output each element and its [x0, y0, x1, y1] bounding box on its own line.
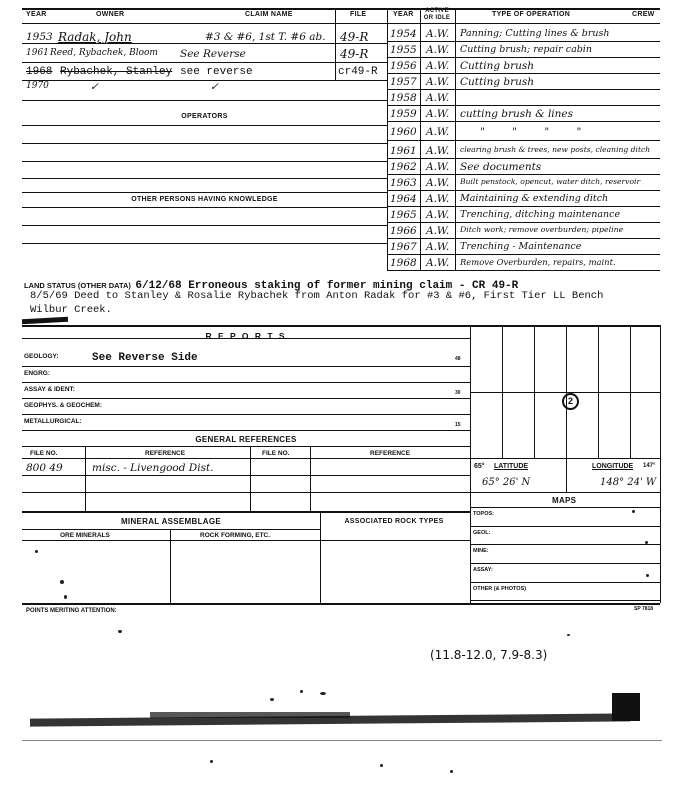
op-status: A.W. — [426, 161, 450, 173]
header-active-idle: ACTIVE OR IDLE — [423, 8, 451, 21]
op-year: 1955 — [390, 44, 417, 56]
op-type: " " " " — [480, 126, 594, 138]
header-year2: YEAR — [393, 11, 414, 18]
header-year: YEAR — [26, 11, 47, 18]
op-status: A.W. — [426, 209, 450, 221]
maps-topos: TOPOS: — [473, 511, 494, 517]
op-year: 1966 — [390, 225, 417, 237]
op-status: A.W. — [426, 92, 450, 104]
geophys-label: GEOPHYS. & GEOCHEM: — [24, 402, 103, 409]
land-status-label: LAND STATUS (OTHER DATA) — [24, 281, 131, 290]
other-persons-heading: OTHER PERSONS HAVING KNOWLEDGE — [131, 196, 278, 203]
op-type: Panning; Cutting lines & brush — [460, 28, 610, 39]
header-type-of-operation: TYPE OF OPERATION — [492, 11, 571, 18]
header-file: FILE — [350, 11, 367, 18]
op-year: 1958 — [390, 92, 417, 104]
owner-year: 1961 — [26, 48, 49, 58]
lon-value: 148° 24' W — [600, 477, 657, 488]
points-label: POINTS MERITING ATTENTION: — [26, 608, 117, 614]
maps-heading: MAPS — [552, 496, 577, 505]
op-status: A.W. — [426, 257, 450, 269]
owner-claim: See Reverse — [180, 48, 246, 60]
longitude-label: LONGITUDE — [592, 463, 634, 470]
maps-assay: ASSAY: — [473, 567, 493, 573]
owner-year: 1970 — [26, 81, 49, 91]
op-status: A.W. — [426, 225, 450, 237]
op-status: A.W. — [426, 193, 450, 205]
maps-other: OTHER (& PHOTOS) — [473, 586, 527, 592]
owner-year: 1953 — [26, 31, 53, 43]
owner-claim: #3 & #6, 1st T. #6 ab. — [205, 31, 326, 43]
geology-value: See Reverse Side — [92, 352, 198, 364]
geology-label: GEOLOGY: — [24, 353, 59, 360]
ore-minerals-label: ORE MINERALS — [60, 532, 110, 539]
op-status: A.W. — [426, 241, 450, 253]
col-file-no-2: FILE NO. — [262, 450, 290, 457]
owner-name: Rybachek, Stanley — [60, 66, 173, 78]
op-type: cutting brush & lines — [460, 108, 574, 120]
ref-reference: misc. - Livengood Dist. — [92, 462, 214, 474]
assay-label: ASSAY & IDENT: — [24, 386, 75, 393]
op-status: A.W. — [426, 145, 450, 157]
op-status: A.W. — [426, 108, 450, 120]
owner-file: cr49-R — [338, 66, 378, 78]
op-year: 1956 — [390, 60, 417, 72]
operators-heading: OPERATORS — [181, 113, 228, 120]
op-type: See documents — [460, 161, 542, 173]
op-status: A.W. — [426, 177, 450, 189]
header-claim-name: CLAIM NAME — [245, 11, 293, 18]
ref-file-no: 800 49 — [26, 462, 63, 474]
maps-mine: MINE: — [473, 548, 489, 554]
lat-prefix: 65° — [474, 463, 485, 470]
col-reference: REFERENCE — [145, 450, 186, 457]
col-file-no: FILE NO. — [30, 450, 58, 457]
engrg-label: ENGRG: — [24, 370, 50, 377]
land-status-line1: 6/12/68 Erroneous staking of former mining claim - CR 49-R — [135, 280, 519, 292]
op-type: Ditch work; remove overburden; pipeline — [460, 225, 624, 234]
land-status-line2: 8/5/69 Deed to Stanley & Rosalie Rybachek from Anton Radak for #3 & #6, First Tier LL Bench — [30, 290, 604, 302]
op-status: A.W. — [426, 28, 450, 40]
op-status: A.W. — [426, 44, 450, 56]
op-type: clearing brush & trees, new posts, cleaning ditch — [460, 145, 651, 154]
op-year: 1967 — [390, 241, 417, 253]
owner-year: 1968 — [26, 66, 53, 78]
op-year: 1963 — [390, 177, 417, 189]
op-type: Cutting brush; repair cabin — [460, 44, 592, 55]
op-type: Built penstock, opencut, water ditch, reservoir — [460, 177, 641, 186]
op-year: 1968 — [390, 257, 417, 269]
op-status: A.W. — [426, 76, 450, 88]
margin-15: 15 — [455, 422, 461, 428]
form-number: SP 7818 — [634, 606, 654, 612]
grid-note: (11.8-12.0, 7.9-8.3) — [430, 648, 548, 662]
associated-rock-types-heading: ASSOCIATED ROCK TYPES — [344, 518, 444, 525]
op-year: 1961 — [390, 145, 417, 157]
land-status-line3: Wilbur Creek. — [30, 304, 112, 316]
maps-geol: GEOL: — [473, 530, 491, 536]
op-type: Trenching - Maintenance — [460, 241, 582, 252]
op-year: 1964 — [390, 193, 417, 205]
metallurgical-label: METALLURGICAL: — [24, 418, 82, 425]
reports-heading: R E P O R T S — [205, 331, 287, 341]
owner-check: ✓ — [210, 81, 219, 93]
lat-value: 65° 26' N — [482, 477, 531, 488]
op-type: Remove Overburden, repairs, maint. — [460, 257, 616, 267]
op-year: 1959 — [390, 108, 417, 120]
margin-30: 30 — [455, 390, 461, 396]
op-year: 1957 — [390, 76, 417, 88]
owner-file: 49-R — [340, 30, 369, 44]
op-type: Maintaining & extending ditch — [460, 193, 609, 204]
col-reference-2: REFERENCE — [370, 450, 411, 457]
op-year: 1954 — [390, 28, 417, 40]
margin-48: 48 — [455, 356, 461, 362]
op-type: Cutting brush — [460, 60, 535, 72]
op-status: A.W. — [426, 126, 450, 138]
op-type: Trenching, ditching maintenance — [460, 209, 621, 220]
header-crew: CREW — [632, 11, 655, 18]
general-references-heading: GENERAL REFERENCES — [195, 435, 297, 444]
header-owner: OWNER — [96, 11, 125, 18]
circle-mark: 2 — [562, 393, 579, 410]
op-type: Cutting brush — [460, 76, 535, 88]
owner-name: Reed, Rybachek, Bloom — [50, 48, 158, 58]
owner-name: Radak, John — [58, 30, 132, 44]
mineral-assemblage-heading: MINERAL ASSEMBLAGE — [120, 517, 222, 526]
lon-prefix: 147° — [643, 463, 656, 469]
op-year: 1960 — [390, 126, 417, 138]
op-status: A.W. — [426, 60, 450, 72]
owner-claim: see reverse — [180, 66, 253, 78]
op-year: 1965 — [390, 209, 417, 221]
owner-file: 49-R — [340, 47, 369, 61]
owner-check: ✓ — [90, 81, 99, 93]
rock-forming-label: ROCK FORMING, ETC. — [200, 532, 271, 539]
latitude-label: LATITUDE — [494, 463, 529, 470]
op-year: 1962 — [390, 161, 417, 173]
